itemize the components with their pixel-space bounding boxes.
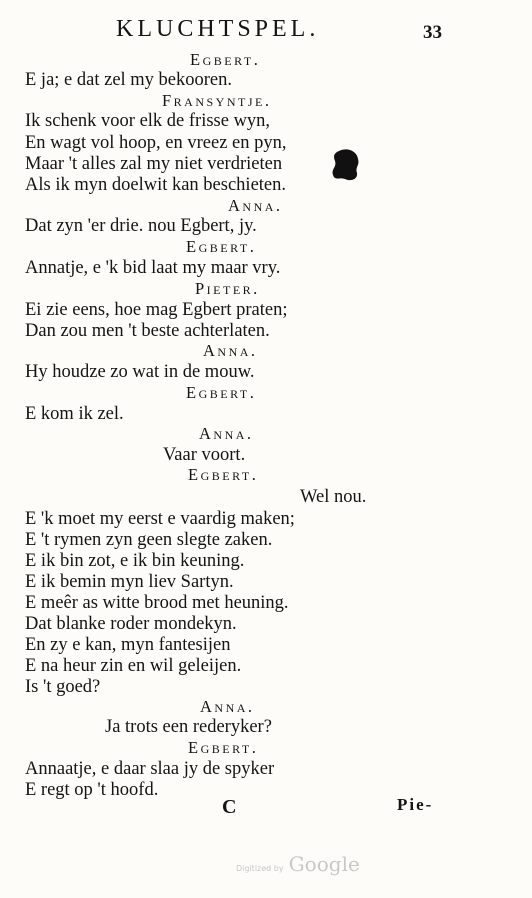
verse-line: Vaar voort. [163, 445, 246, 465]
speaker-name: Egbert. [188, 465, 259, 484]
speaker-name: Fransyntje. [162, 91, 272, 110]
speaker-name: Anna. [203, 341, 258, 360]
verse-line: Ja trots een rederyker? [105, 717, 272, 737]
verse-line: Dan zou men 't beste achterlaten. [25, 321, 270, 341]
verse-line: Ik schenk voor elk de frisse wyn, [25, 111, 271, 131]
watermark-prefix: Digitized by [236, 864, 284, 873]
catchword: Pie- [397, 795, 434, 814]
speaker-name: Egbert. [190, 50, 261, 69]
speaker-name: Pieter. [195, 279, 260, 298]
verse-line: Is 't goed? [25, 677, 101, 697]
speaker-name: Anna. [228, 196, 283, 215]
speaker-name: Anna. [200, 697, 255, 716]
verse-line: Dat blanke roder mondekyn. [25, 614, 237, 634]
running-head: KLUCHTSPEL. [116, 16, 320, 42]
verse-line: Annatje, e 'k bid laat my maar vry. [25, 258, 281, 278]
verse-line: Ei zie eens, hoe mag Egbert praten; [25, 300, 288, 320]
digitized-watermark [236, 852, 360, 876]
speaker-name: Egbert. [188, 738, 259, 757]
verse-line: E kom ik zel. [25, 404, 124, 424]
verse-line: Wel nou. [300, 487, 367, 507]
speaker-name: Anna. [199, 424, 254, 443]
verse-line: E meêr as witte brood met heuning. [25, 593, 289, 613]
verse-line: E 'k moet my eerst e vaardig maken; [25, 509, 295, 529]
signature-mark: C [222, 796, 237, 818]
speaker-name: Egbert. [186, 237, 257, 256]
ink-blot [331, 147, 361, 183]
page-number: 33 [423, 22, 442, 43]
verse-line: E regt op 't hoofd. [25, 780, 159, 800]
verse-line: E ja; e dat zel my bekooren. [25, 70, 233, 90]
verse-line: Maar 't alles zal my niet verdrieten [25, 154, 283, 174]
verse-line: E ik bemin myn liev Sartyn. [25, 572, 234, 592]
verse-line: E 't rymen zyn geen slegte zaken. [25, 530, 273, 550]
speaker-name: Egbert. [186, 383, 257, 402]
verse-line: Dat zyn 'er drie. nou Egbert, jy. [25, 216, 257, 236]
verse-line: Annaatje, e daar slaa jy de spyker [25, 759, 275, 779]
verse-line: En wagt vol hoop, en vreez en pyn, [25, 133, 287, 153]
verse-line: E ik bin zot, e ik bin keuning. [25, 551, 245, 571]
verse-line: E na heur zin en wil geleijen. [25, 656, 242, 676]
verse-line: En zy e kan, myn fantesijen [25, 635, 231, 655]
verse-line: Hy houdze zo wat in de mouw. [25, 362, 255, 382]
verse-line: Als ik myn doelwit kan beschieten. [25, 175, 287, 195]
google-logo: Google [288, 852, 360, 876]
